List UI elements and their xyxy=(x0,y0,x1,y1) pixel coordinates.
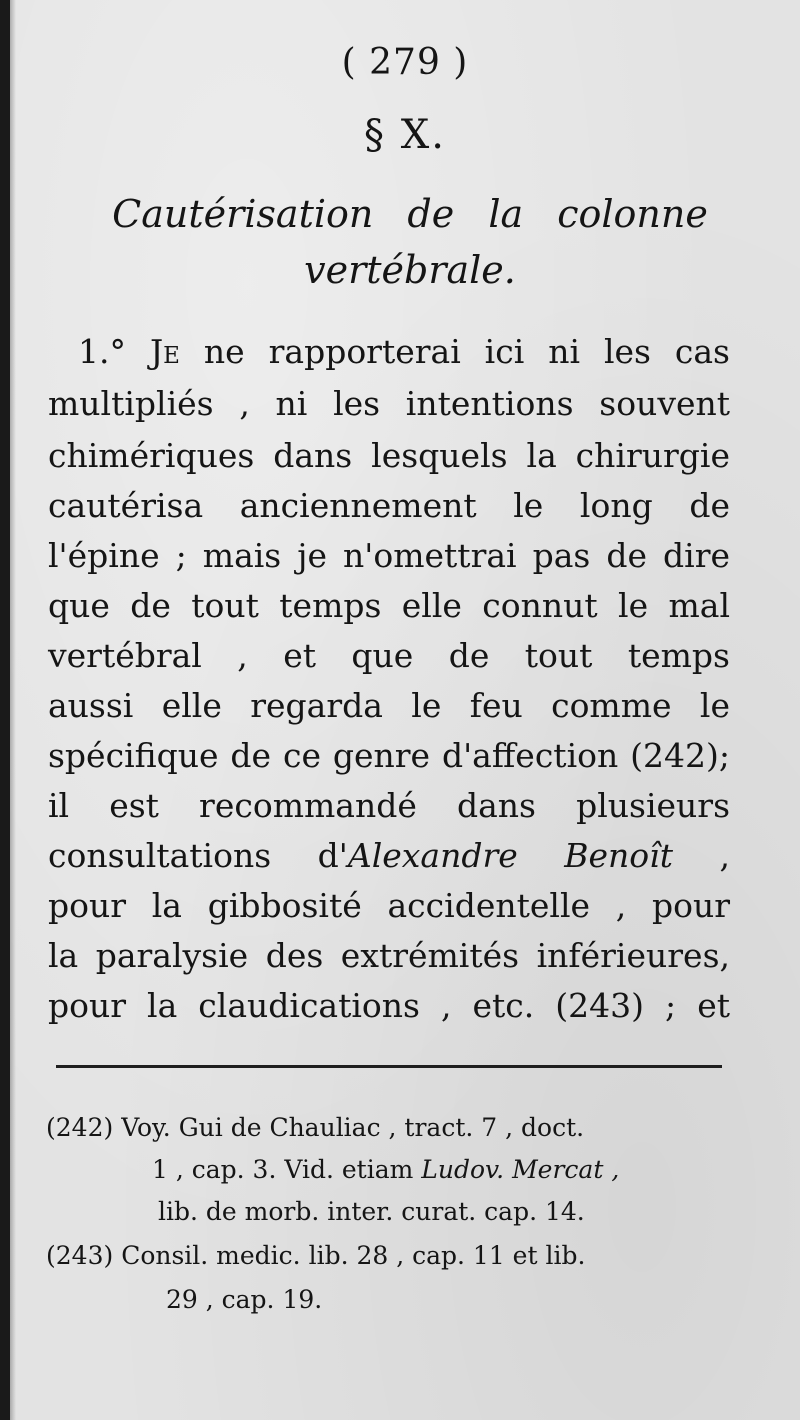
initial-word: Je xyxy=(149,332,180,371)
footnote-242 xyxy=(46,1106,584,1150)
paragraph-line xyxy=(48,830,730,882)
page-number: ( 279 ) xyxy=(341,42,469,83)
cited-author: Alexandre Benoît xyxy=(347,836,673,875)
footnote-marker: (243) xyxy=(46,1241,114,1270)
book-page xyxy=(10,0,800,1420)
chapter-title-line-1: Cautérisation de la colonne xyxy=(112,192,708,236)
footnote-marker: (242) xyxy=(46,1113,114,1142)
footnote-text: 1 , cap. 3. Vid. etiam xyxy=(152,1155,422,1184)
paragraph-line: chimériques dans lesquels la chirurgie xyxy=(48,436,730,475)
section-heading: § X. xyxy=(364,112,446,158)
line-suffix: , xyxy=(673,836,731,875)
footnote-divider xyxy=(56,1065,722,1068)
footnote-243 xyxy=(46,1234,585,1278)
paragraph-line: l'épine ; mais je n'omettrai pas de dire xyxy=(48,536,730,575)
paragraph-line xyxy=(48,326,730,378)
paragraph-line: la paralysie des extrémités inférieures, xyxy=(48,936,730,975)
paragraph-marker: 1.° xyxy=(78,332,126,371)
footnote-text: Voy. Gui de Chauliac , tract. 7 , doct. xyxy=(121,1113,585,1142)
line-prefix: consultations d' xyxy=(48,836,348,875)
paragraph-line: pour la gibbosité accidentelle , pour xyxy=(48,886,730,925)
paragraph-line: que de tout temps elle connut le mal xyxy=(48,586,730,625)
footnote-text: Consil. medic. lib. 28 , cap. 11 et lib. xyxy=(121,1241,586,1270)
footnote-242-line-3: lib. de morb. inter. curat. cap. 14. xyxy=(158,1197,585,1226)
paragraph-line: spécifique de ce genre d'affection (242); xyxy=(48,736,730,775)
paragraph-line: pour la claudications , etc. (243) ; et xyxy=(48,986,730,1025)
footnote-242-line-2 xyxy=(152,1148,619,1192)
chapter-title-line-2: vertébrale. xyxy=(304,248,516,292)
paragraph-line: il est recommandé dans plusieurs xyxy=(48,786,730,825)
paragraph-line: aussi elle regarda le feu comme le xyxy=(48,686,730,725)
paragraph-line: vertébral , et que de tout temps xyxy=(48,636,730,675)
paragraph-line: cautérisa anciennement le long de xyxy=(48,486,730,525)
footnote-243-line-2: 29 , cap. 19. xyxy=(166,1285,323,1314)
line-rest: ne rapporterai ici ni les cas xyxy=(203,332,730,371)
paragraph-line: multipliés , ni les intentions souvent xyxy=(48,384,730,423)
cited-author: Ludov. Mercat , xyxy=(421,1155,620,1184)
